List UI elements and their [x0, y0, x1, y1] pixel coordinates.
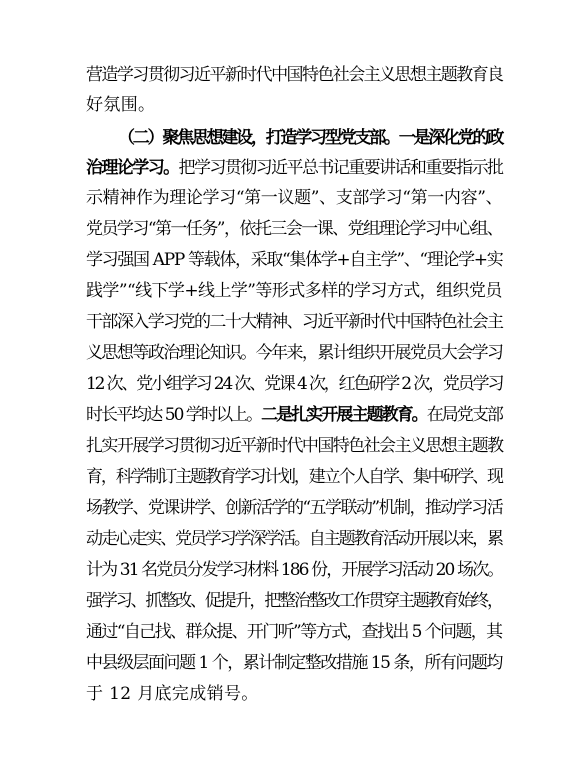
- text-line: [86, 617, 502, 647]
- bold-text-run: 治理论学习。: [86, 158, 179, 178]
- text-run: 学习强国 APP 等载体，采取“集体学+自主学”、“理论学+实: [86, 250, 503, 270]
- text-line: [86, 400, 502, 430]
- text-line: [86, 493, 502, 523]
- text-run: 示精神作为理论学习“第一议题”、支部学习“第一内容”、: [86, 188, 503, 208]
- text-line: [86, 153, 502, 183]
- text-line: [86, 214, 502, 244]
- text-run: 在局党支部: [426, 405, 502, 425]
- text-run: 把学习贯彻习近平总书记重要讲话和重要指示批: [178, 158, 503, 178]
- text-line: [86, 276, 502, 306]
- text-run: 党员学习“第一任务”，依托三会一课、党组理论学习中心组、: [86, 219, 503, 239]
- text-line: [86, 90, 155, 120]
- text-run: 干部深入学习党的二十大精神、习近平新时代中国特色社会主: [86, 312, 503, 332]
- text-run: 育，科学制订主题教育学习计划，建立个人自学、集中研学、现: [86, 467, 502, 487]
- text-line: [86, 369, 502, 399]
- text-line: [118, 123, 502, 153]
- bold-text-run: 一是深化党的政: [398, 128, 503, 148]
- bold-text-run: 二是扎实开展主题教育。: [261, 405, 427, 425]
- text-run: 12 次、党小组学习 24 次、党课 4 次，红色研学 2 次，党员学习: [86, 374, 503, 394]
- text-line: [86, 524, 502, 554]
- text-line: [86, 183, 502, 213]
- text-line: [86, 648, 502, 678]
- text-run: 动走心走实、党员学习学深学活。自主题教育活动开展以来，累: [86, 529, 502, 549]
- text-run: 好氛围。: [86, 95, 156, 115]
- text-line: [86, 679, 259, 709]
- text-run: 于 12 月底完成销号。: [86, 684, 259, 704]
- text-run: 中县级层面问题 1 个，累计制定整改措施 15 条，所有问题均: [86, 653, 502, 673]
- text-line: [86, 555, 502, 585]
- text-run: 扎实开展学习贯彻习近平新时代中国特色社会主义思想主题教: [86, 436, 503, 456]
- text-run: 计为 31 名党员分发学习材料 186 份，开展学习活动 20 场次。: [86, 560, 503, 580]
- text-run: 践学”“线下学+线上学”等形式多样的学习方式，组织党员: [86, 281, 502, 301]
- text-run: 强学习、抓整改、促提升，把整治整改工作贯穿主题教育始终，: [86, 591, 502, 611]
- bold-text-run: （二）聚焦思想建设，打造学习型党支部。: [118, 128, 399, 148]
- text-run: 时长平均达 50 学时以上。: [86, 405, 262, 425]
- text-line: [86, 60, 502, 90]
- text-run: 义思想等政治理论知识。今年来，累计组织开展党员大会学习: [86, 343, 503, 363]
- text-line: [86, 462, 502, 492]
- text-run: 场教学、党课讲学、创新活学的“五学联动”机制，推动学习活: [86, 498, 503, 518]
- text-line: [86, 245, 502, 275]
- text-line: [86, 586, 502, 616]
- text-run: 营造学习贯彻习近平新时代中国特色社会主义思想主题教育良: [86, 65, 503, 85]
- text-run: 通过“自己找、群众提、开门听”等方式，查找出 5 个问题，其: [86, 622, 502, 642]
- text-line: [86, 307, 502, 337]
- text-line: [86, 431, 502, 461]
- text-line: [86, 338, 502, 368]
